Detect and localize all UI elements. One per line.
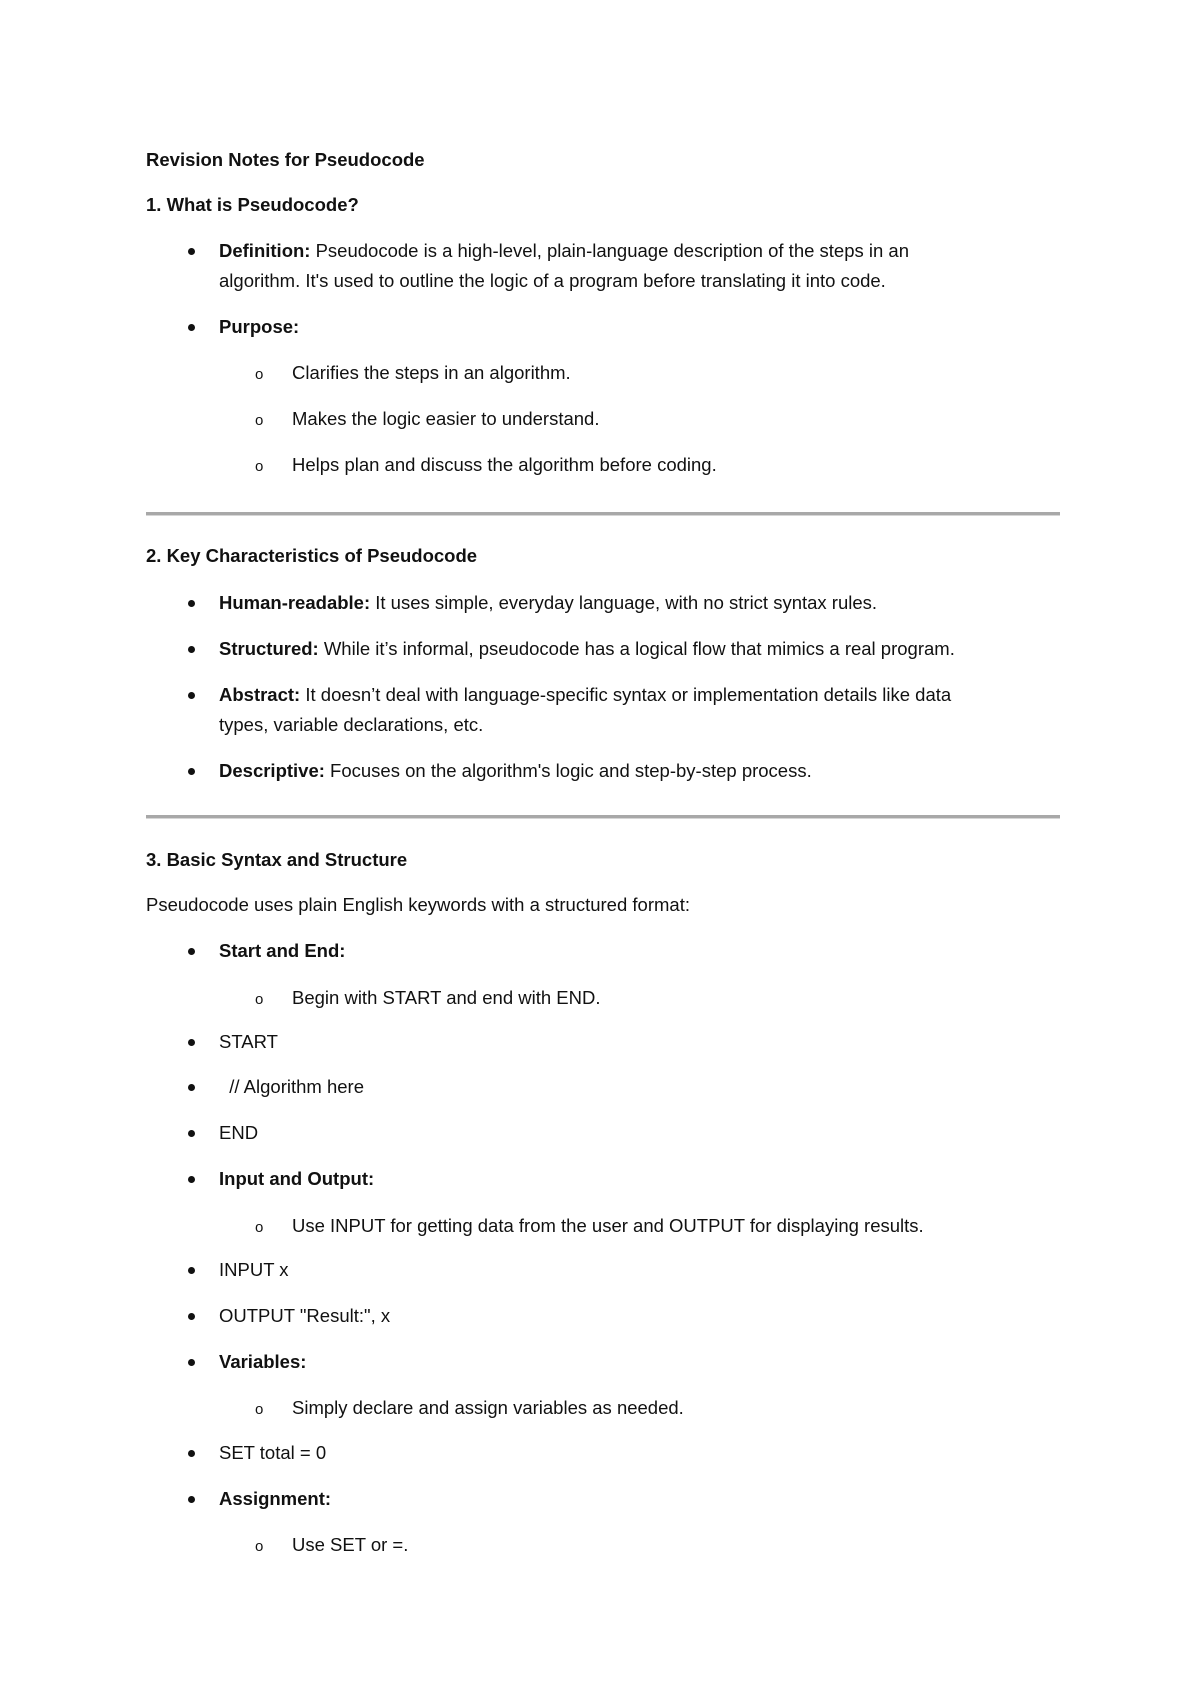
bullet-icon <box>188 1176 195 1183</box>
section-1-heading: 1. What is Pseudocode? <box>146 194 359 215</box>
characteristic-label: Descriptive: <box>219 760 325 781</box>
sub-bullet-icon: o <box>255 458 264 475</box>
bullet-icon <box>188 1130 195 1137</box>
bullet-icon <box>188 948 195 955</box>
section-3-heading: 3. Basic Syntax and Structure <box>146 849 408 870</box>
sub-bullet-icon: o <box>255 1401 264 1418</box>
purpose-item: Clarifies the steps in an algorithm. <box>292 362 571 383</box>
start-end-label: Start and End: <box>219 940 346 961</box>
code-line: OUTPUT "Result:", x <box>219 1305 391 1326</box>
characteristic-item <box>219 686 951 705</box>
definition-item <box>219 242 909 261</box>
sub-bullet-icon: o <box>255 412 264 429</box>
bullet-icon <box>188 768 195 775</box>
section-2-heading: 2. Key Characteristics of Pseudocode <box>146 545 478 566</box>
definition-label: Definition: <box>219 240 311 261</box>
variables-label: Variables: <box>219 1351 307 1372</box>
bullet-icon <box>188 1084 195 1091</box>
sub-bullet-icon: o <box>255 366 264 383</box>
bullet-icon <box>188 692 195 699</box>
bullet-icon <box>188 646 195 653</box>
code-line: // Algorithm here <box>219 1076 364 1097</box>
purpose-item: Helps plan and discuss the algorithm before coding. <box>292 454 717 475</box>
characteristic-text: It uses simple, everyday language, with no strict syntax rules. <box>370 592 878 613</box>
characteristic-item <box>219 594 877 613</box>
assignment-description: Use SET or =. <box>292 1534 409 1555</box>
section-3-intro: Pseudocode uses plain English keywords with a structured format: <box>146 894 690 915</box>
code-line: INPUT x <box>219 1259 289 1280</box>
characteristic-label: Structured: <box>219 638 319 659</box>
characteristic-text: It doesn’t deal with language-specific syntax or implementation details like data <box>300 684 952 705</box>
input-output-description: Use INPUT for getting data from the user and OUTPUT for displaying results. <box>292 1215 924 1236</box>
bullet-icon <box>188 1450 195 1457</box>
characteristic-label: Human-readable: <box>219 592 371 613</box>
code-line: END <box>219 1122 259 1143</box>
bullet-icon <box>188 248 195 255</box>
document-title: Revision Notes for Pseudocode <box>146 149 425 170</box>
bullet-icon <box>188 1359 195 1366</box>
sub-bullet-icon: o <box>255 1219 264 1236</box>
bullet-icon <box>188 1267 195 1274</box>
characteristic-item <box>219 762 812 781</box>
code-line: SET total = 0 <box>219 1442 327 1463</box>
characteristic-label: Abstract: <box>219 684 301 705</box>
purpose-label: Purpose: <box>219 316 300 337</box>
definition-text-continued: algorithm. It's used to outline the logic of a program before translating it into code. <box>219 270 886 291</box>
characteristic-text: Focuses on the algorithm's logic and step-by-step process. <box>324 760 812 781</box>
horizontal-divider <box>146 815 1060 819</box>
definition-text: Pseudocode is a high-level, plain-language description of the steps in an <box>310 240 910 261</box>
characteristic-text-continued: types, variable declarations, etc. <box>219 714 484 735</box>
horizontal-divider <box>146 512 1060 516</box>
code-line: START <box>219 1031 278 1052</box>
start-end-description: Begin with START and end with END. <box>292 987 601 1008</box>
bullet-icon <box>188 324 195 331</box>
assignment-label: Assignment: <box>219 1488 332 1509</box>
characteristic-item <box>219 640 955 659</box>
input-output-label: Input and Output: <box>219 1168 375 1189</box>
characteristic-text: While it’s informal, pseudocode has a logical flow that mimics a real program. <box>318 638 955 659</box>
bullet-icon <box>188 1039 195 1046</box>
bullet-icon <box>188 1313 195 1320</box>
variables-description: Simply declare and assign variables as needed. <box>292 1397 684 1418</box>
sub-bullet-icon: o <box>255 1538 264 1555</box>
sub-bullet-icon: o <box>255 991 264 1008</box>
bullet-icon <box>188 600 195 607</box>
purpose-item: Makes the logic easier to understand. <box>292 408 600 429</box>
bullet-icon <box>188 1496 195 1503</box>
